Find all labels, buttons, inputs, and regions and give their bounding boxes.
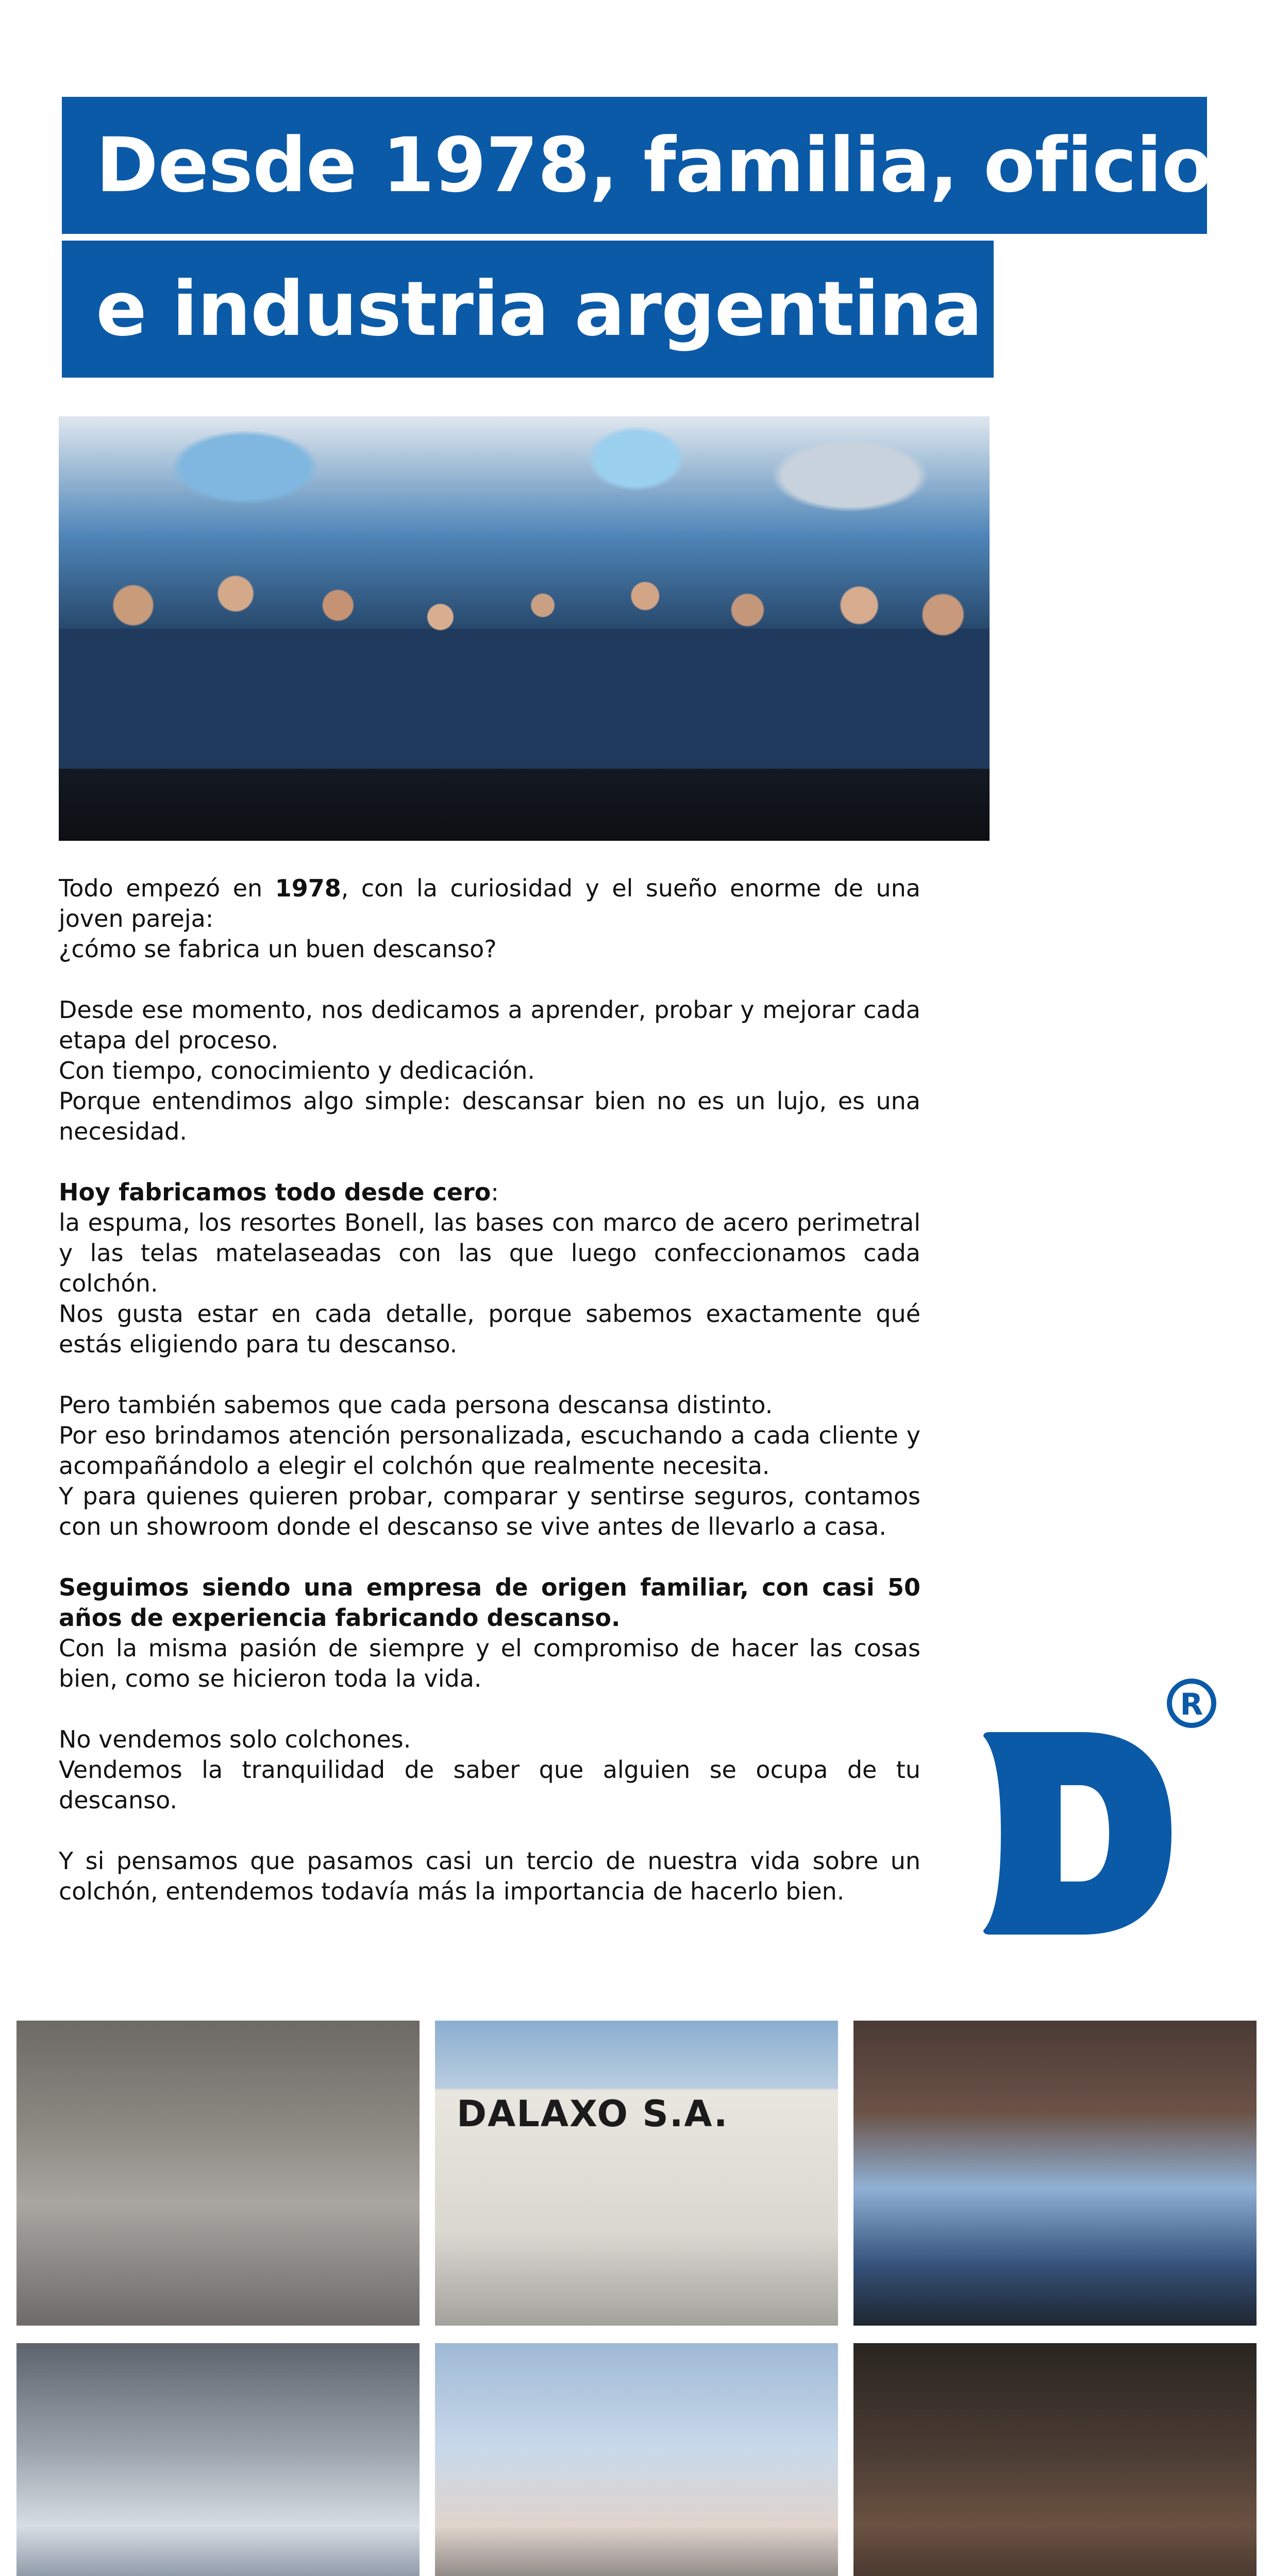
origin-line	[59, 873, 920, 934]
paragraph-learning	[59, 995, 920, 1147]
learning-line-3: Porque entendimos algo simple: descansar bien no es un lujo, es una necesidad.	[59, 1087, 920, 1145]
title-line-2	[62, 241, 994, 378]
gallery-photo-sewing-machine	[16, 2343, 420, 2576]
title-line-1-text: Desde 1978, familia, oficio	[96, 122, 1213, 209]
family-line-2: Con la misma pasión de siempre y el compromiso de hacer las cosas bien, como se hicieron toda la vida.	[59, 1634, 920, 1692]
origin-question: ¿cómo se fabrica un buen descanso?	[59, 935, 497, 963]
paragraph-family	[59, 1572, 920, 1694]
gallery-photo-mattress-production	[853, 2021, 1257, 2326]
paragraph-origin	[59, 873, 920, 964]
manufacturing-heading	[59, 1177, 920, 1208]
title-line-2-text: e industria argentina	[96, 265, 982, 353]
logo-letter-d-shape	[983, 1732, 1171, 1935]
origin-pre: Todo empezó en	[59, 874, 275, 902]
paragraph-tranquility	[59, 1724, 920, 1816]
learning-line-2: Con tiempo, conocimiento y dedicación.	[59, 1057, 535, 1084]
gallery-photo-bed-showroom	[16, 2021, 420, 2326]
team-crowd-illustration	[59, 535, 990, 769]
family-bold: Seguimos siendo una empresa de origen familiar, con casi 50 años de experiencia fabricando descanso.	[59, 1573, 920, 1632]
factory-sign-text: DALAXO S.A.	[457, 2093, 729, 2135]
learning-line-1: Desde ese momento, nos dedicamos a aprender, probar y mejorar cada etapa del proceso.	[59, 996, 920, 1054]
gallery-photo-springs-work	[853, 2343, 1257, 2576]
origin-post: , con la curiosidad y el sueño enorme de una joven pareja:	[59, 874, 920, 933]
tranquility-line-1: No vendemos solo colchones.	[59, 1725, 411, 1753]
manufacturing-bold: Hoy fabricamos todo desde cero	[59, 1178, 491, 1206]
brand-logo-d	[974, 1669, 1221, 1937]
manufacturing-colon: :	[491, 1178, 499, 1206]
attention-line-2: Por eso brindamos atención personalizada, escuchando a cada cliente y acompañándolo a elegir el colchón que realmente necesita.	[59, 1421, 920, 1480]
paragraph-attention	[59, 1390, 920, 1542]
paragraph-manufacturing	[59, 1177, 920, 1360]
tranquility-line-2: Vendemos la tranquilidad de saber que alguien se ocupa de tu descanso.	[59, 1756, 920, 1814]
origin-year: 1978	[275, 874, 341, 902]
team-celebration-photo	[59, 416, 990, 841]
manufacturing-line-2: la espuma, los resortes Bonell, las bases con marco de acero perimetral y las telas matelaseadas con las que luego confeccionamos cada colchón.	[59, 1209, 920, 1297]
manufacturing-line-3: Nos gusta estar en cada detalle, porque sabemos exactamente qué estás eligiendo para tu descanso.	[59, 1300, 920, 1358]
title-line-1	[62, 97, 1213, 234]
history-text	[59, 873, 920, 1907]
gallery-photo-owners	[435, 2343, 838, 2576]
registered-mark-letter: R	[1180, 1687, 1203, 1722]
closing-line: Y si pensamos que pasamos casi un tercio de nuestra vida sobre un colchón, entendemos todavía más la importancia de hacerlo bien.	[59, 1847, 920, 1905]
paragraph-closing	[59, 1846, 920, 1907]
attention-line-1: Pero también sabemos que cada persona descansa distinto.	[59, 1391, 773, 1419]
attention-line-3: Y para quienes quieren probar, comparar y sentirse seguros, contamos con un showroom donde el descanso se vive antes de llevarlo a casa.	[59, 1482, 920, 1540]
gallery-photo-factory-facade	[435, 2021, 838, 2326]
